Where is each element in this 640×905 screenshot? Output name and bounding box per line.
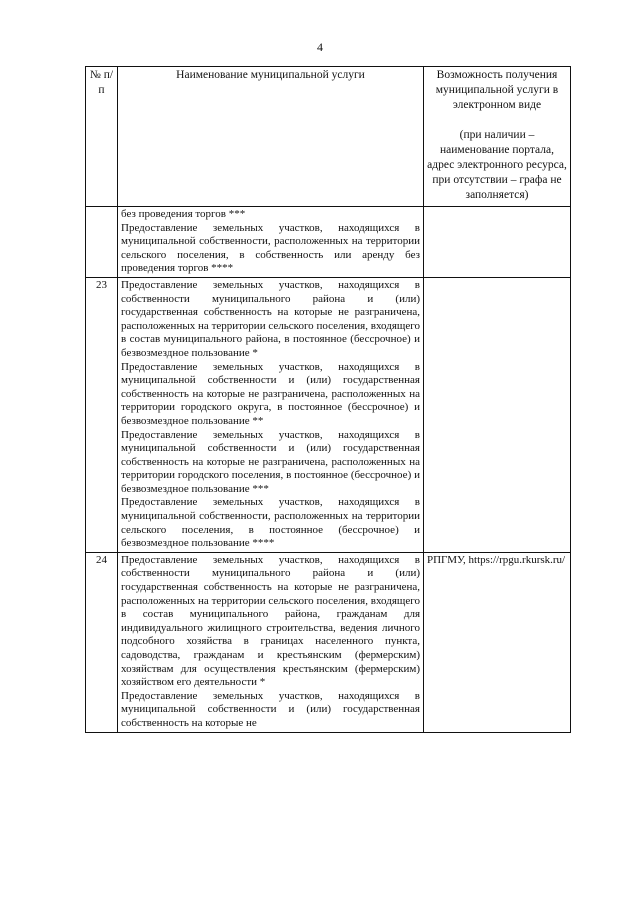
header-number: № п/п — [86, 67, 118, 207]
service-paragraph: Предоставление земельных участков, находящихся в муниципальной собственности и (или) государственная собственность на которые не разграничена, расположенных на территории городского округа, в постоянное (бессрочное) и безвозмездное пользование ** — [121, 360, 420, 427]
service-paragraph: без проведения торгов *** — [121, 208, 246, 220]
table-row — [86, 552, 571, 732]
service-paragraph: Предоставление земельных участков, находящихся в муниципальной собственности, расположенных на территории сельского поселения, в постоянное (бессрочное) и безвозмездное пользование **** — [121, 496, 420, 550]
table-row — [86, 277, 571, 552]
services-table — [85, 66, 571, 733]
service-paragraph: Предоставление земельных участков, находящихся в муниципальной собственности, расположенных на территории сельского поселения, в собственность или аренду без проведения торгов **** — [121, 221, 420, 275]
portal-cell — [424, 277, 571, 552]
service-name-cell — [118, 552, 424, 732]
row-number: 23 — [86, 277, 118, 552]
header-electronic-main: Возможность получения муниципальной услуги в электронном виде — [435, 69, 559, 111]
portal-cell: РПГМУ, https://rpgu.rkursk.ru/ — [424, 552, 571, 732]
row-number: 24 — [86, 552, 118, 732]
service-name-cell — [118, 207, 424, 278]
service-name-cell — [118, 277, 424, 552]
service-paragraph: Предоставление земельных участков, находящихся в собственности муниципального района и (или) государственная собственность на которые не разграничена, расположенных на территории сельского поселения, входящего в состав муниципального района, в постоянное (бессрочное) и безвозмездное пользование * — [121, 278, 420, 359]
page-number: 4 — [317, 40, 323, 54]
header-service-name: Наименование муниципальной услуги — [118, 67, 424, 207]
row-number — [86, 207, 118, 278]
service-paragraph: Предоставление земельных участков, находящихся в муниципальной собственности и (или) государственная собственность на которые не — [121, 689, 420, 729]
service-paragraph: Предоставление земельных участков, находящихся в собственности муниципального района и (или) государственная собственность на которые не разграничена, расположенных на территории сельского поселения, входящего в состав муниципального района, гражданам для индивидуального жилищного строительства, ведения личного подсобного хозяйства в границах населенного пункта, садоводства, гражданам и крестьянским (фермерским) хозяйствам для осуществления крестьянским (фермерским) хозяйством его деятельности * — [121, 553, 420, 689]
header-electronic-note: (при наличии – наименование портала, адрес электронного ресурса, при отсутствии – графа не заполняется) — [427, 129, 567, 201]
portal-cell — [424, 207, 571, 278]
table-row — [86, 207, 571, 278]
header-electronic-access — [424, 67, 571, 207]
table-header-row — [86, 67, 571, 207]
service-paragraph: Предоставление земельных участков, находящихся в муниципальной собственности и (или) государственная собственность на которые не разграничена, расположенных на территории городского поселения, в постоянное (бессрочное) и безвозмездное пользование *** — [121, 428, 420, 495]
